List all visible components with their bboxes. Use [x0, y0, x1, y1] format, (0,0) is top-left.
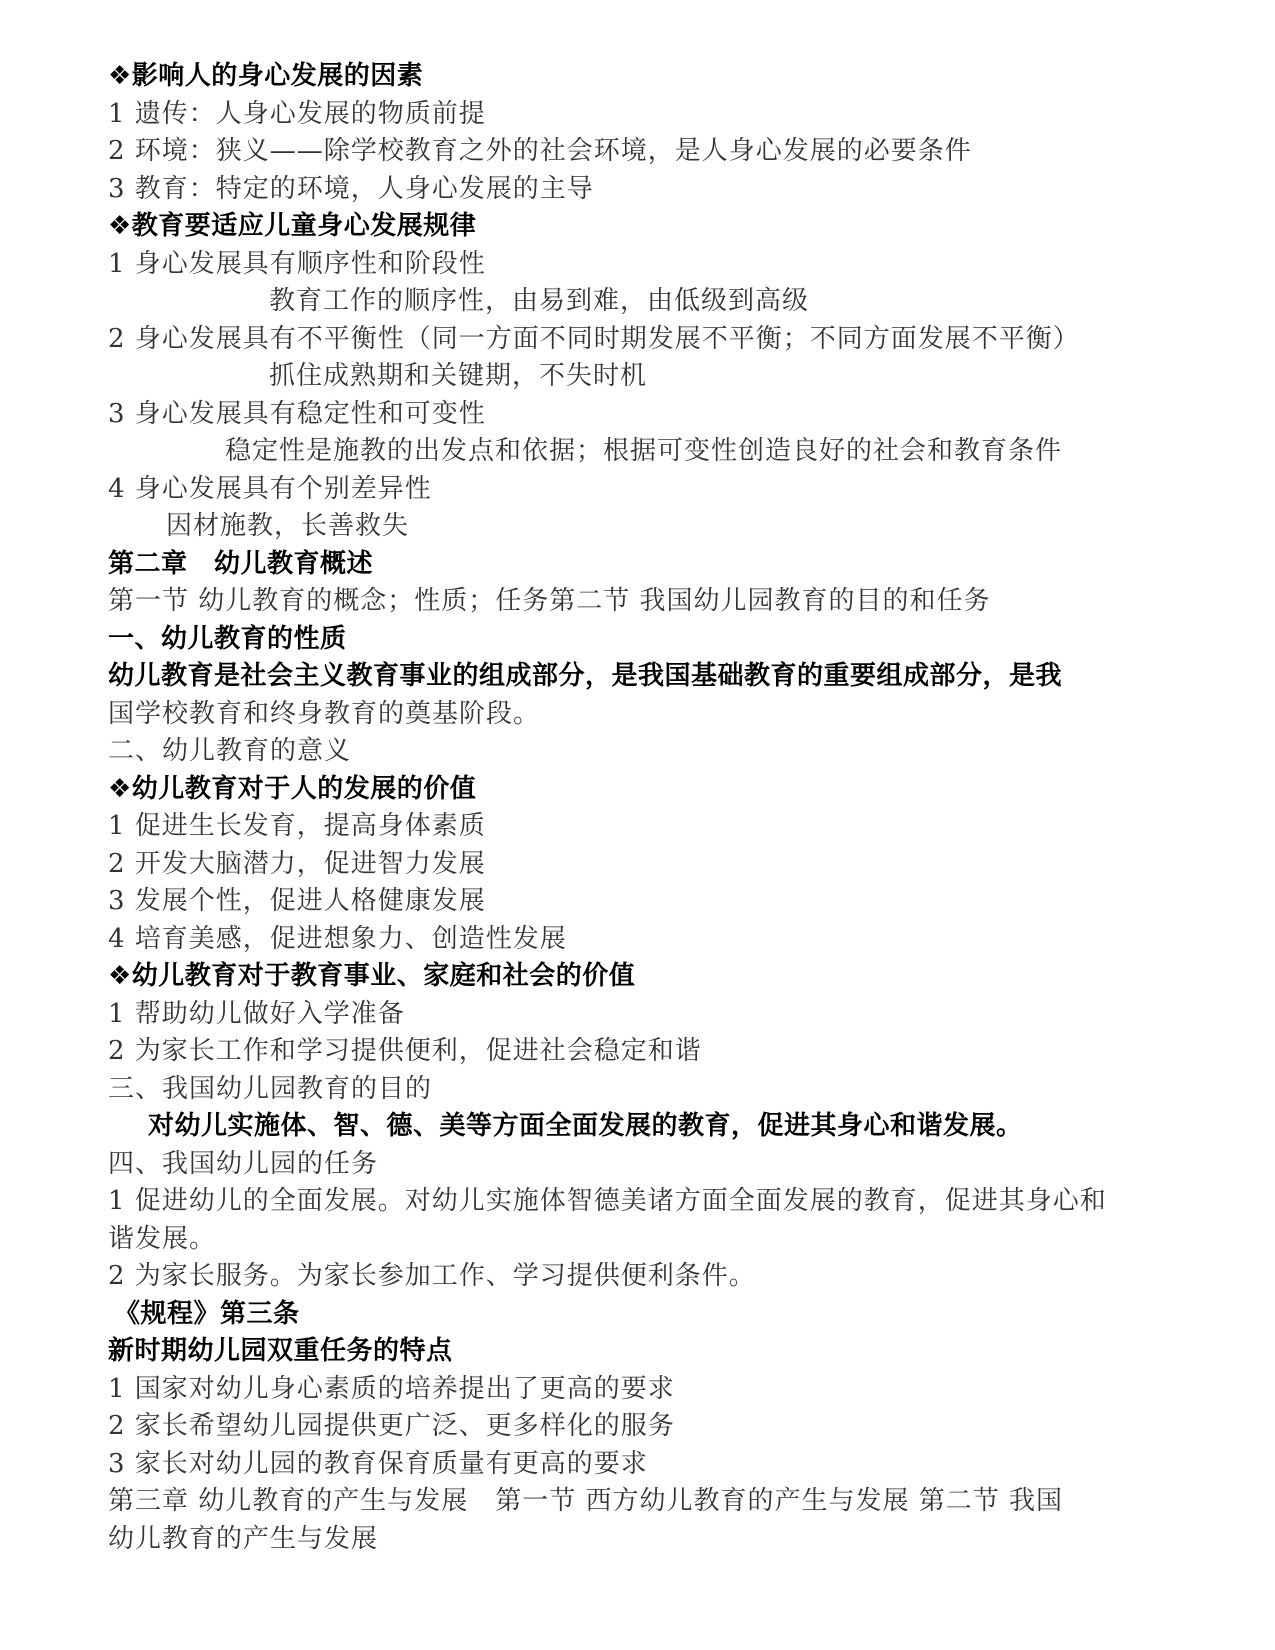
text-line: 4 身心发展具有个别差异性: [108, 473, 432, 504]
heading-personal-value: ❖幼儿教育对于人的发展的价值: [108, 773, 477, 804]
heading-purpose: 三、我国幼儿园教育的目的: [108, 1073, 433, 1104]
text-line-bold: 幼儿教育是社会主义教育事业的组成部分，是我国基础教育的重要组成部分，是我: [108, 661, 1063, 691]
text-line: 2 为家长工作和学习提供便利，促进社会稳定和谐: [108, 1036, 702, 1066]
text-line: 幼儿教育的产生与发展: [108, 1523, 379, 1554]
text-line: 因材施教，长善救失: [166, 511, 410, 541]
text-line: 抓住成熟期和关键期，不失时机: [269, 361, 648, 391]
text-line: 1 促进幼儿的全面发展。对幼儿实施体智德美诸方面全面发展的教育，促进其身心和: [108, 1186, 1107, 1216]
heading-tasks: 四、我国幼儿园的任务: [108, 1148, 379, 1179]
chapter-3-line: 第三章 幼儿教育的产生与发展 第一节 西方幼儿教育的产生与发展 第二节 我国: [108, 1486, 1064, 1516]
text-line: 2 家长希望幼儿园提供更广泛、更多样化的服务: [108, 1411, 675, 1441]
text-line: 1 身心发展具有顺序性和阶段性: [108, 248, 486, 279]
text-line: 3 家长对幼儿园的教育保育质量有更高的要求: [108, 1448, 648, 1479]
text-line: 1 促进生长发育，提高身体素质: [108, 811, 486, 841]
text-line: 1 帮助幼儿做好入学准备: [108, 998, 405, 1029]
text-line: 教育工作的顺序性，由易到难，由低级到高级: [269, 286, 810, 316]
text-line: 3 发展个性，促进人格健康发展: [108, 886, 486, 916]
text-line: 2 身心发展具有不平衡性（同一方面不同时期发展不平衡；不同方面发展不平衡）: [108, 323, 1080, 354]
text-line: 1 国家对幼儿身心素质的培养提出了更高的要求: [108, 1373, 675, 1404]
text-line: 3 身心发展具有稳定性和可变性: [108, 398, 486, 429]
text-line: 2 环境：狭义——除学校教育之外的社会环境，是人身心发展的必要条件: [108, 136, 972, 166]
text-line: 1 遗传：人身心发展的物质前提: [108, 98, 486, 129]
document-page: [108, 58, 1188, 1558]
chapter-2-heading: 第二章 幼儿教育概述: [108, 548, 374, 579]
text-line-bold: 对幼儿实施体、智、德、美等方面全面发展的教育，促进其身心和谐发展。: [148, 1111, 1023, 1141]
heading-nature: 一、幼儿教育的性质: [108, 623, 347, 654]
heading-adapt-laws: ❖教育要适应儿童身心发展规律: [108, 211, 477, 241]
text-line: 国学校教育和终身教育的奠基阶段。: [108, 698, 541, 729]
text-line: 2 为家长服务。为家长参加工作、学习提供便利条件。: [108, 1261, 756, 1291]
regulation-reference: 《规程》第三条: [114, 1298, 300, 1329]
heading-significance: 二、幼儿教育的意义: [108, 736, 352, 766]
heading-dual-tasks: 新时期幼儿园双重任务的特点: [108, 1336, 453, 1366]
text-line: 稳定性是施教的出发点和依据；根据可变性创造良好的社会和教育条件: [225, 436, 1063, 466]
text-line: 谐发展。: [108, 1223, 217, 1254]
section-line: 第一节 幼儿教育的概念；性质；任务第二节 我国幼儿园教育的目的和任务: [108, 586, 991, 616]
heading-factors: ❖影响人的身心发展的因素: [108, 61, 424, 91]
text-line: 3 教育：特定的环境，人身心发展的主导: [108, 173, 594, 204]
text-line: 2 开发大脑潜力，促进智力发展: [108, 848, 486, 879]
heading-social-value: ❖幼儿教育对于教育事业、家庭和社会的价值: [108, 961, 636, 991]
text-line: 4 培育美感，促进想象力、创造性发展: [108, 923, 567, 954]
